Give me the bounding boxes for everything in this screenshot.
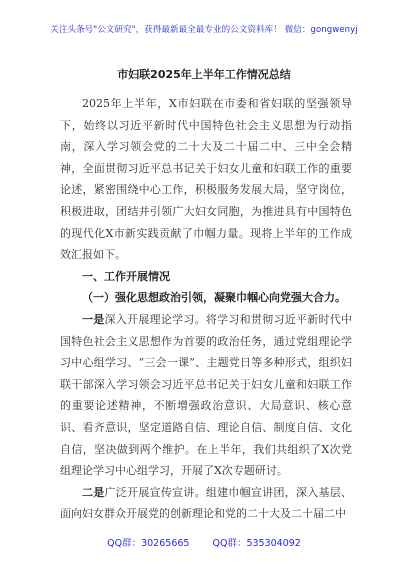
document-body	[60, 93, 352, 525]
item-lead-1: 一是	[82, 312, 105, 326]
qq-group-2: QQ群：535304092	[212, 538, 301, 549]
item-lead-2: 二是	[82, 485, 105, 499]
header-banner: 关注头条号"公文研究"，获得最新最全最专业的公文资料库！ 微信：gongwenyj	[50, 25, 358, 35]
document-title: 市妇联2025年上半年工作情况总结	[117, 68, 291, 81]
item-text-2: 广泛开展宣传宣讲。组建巾帼宣讲团，深入基层、面向妇女群众开展党的创新理论和党的二十大及二十届二中	[60, 485, 353, 521]
item-paragraph-1	[60, 309, 352, 482]
section-heading: 一、工作开展情况	[82, 269, 170, 283]
intro-paragraph: 2025年上半年，X市妇联在市委和省妇联的坚强领导下，始终以习近平新时代中国特色社会主义思想为行动指南，深入学习领会党的二十大及二十届二中、三中全会精神，全面贯彻习近平总书记关于妇女儿童和妇联工作的重要论述，紧密围绕中心工作，积极服务发展大局，坚守岗位，积极进取，团结并引领广大妇女同胞，为推进具有中国特色的现代化X市新实践贡献了巾帼力量。现将上半年的工作成效汇报如下。	[60, 97, 352, 262]
item-text-1: 深入开展理论学习。将学习和贯彻习近平新时代中国特色社会主义思想作为首要的政治任务，通过党组理论学习中心组学习、“三会一课”、主题党日等多种形式，组织妇联干部深入学习领会习近平总书记关于妇女儿童和妇联工作的重要论述精神，不断增强政治意识、大局意识、核心意识、看齐意识，坚定道路自信、理论自信、制度自信、文化自信，坚决做到两个维护。在上半年，我们共组织了X次党组理论学习中心组学习，开展了X次专题研讨。	[60, 312, 353, 478]
qq-group-1: QQ群：30265665	[107, 538, 190, 549]
subsection-heading: （一）强化思想政治引领，凝聚巾帼心向党强大合力。	[82, 291, 346, 305]
footer-contact	[0, 535, 408, 549]
item-paragraph-2	[60, 482, 352, 525]
